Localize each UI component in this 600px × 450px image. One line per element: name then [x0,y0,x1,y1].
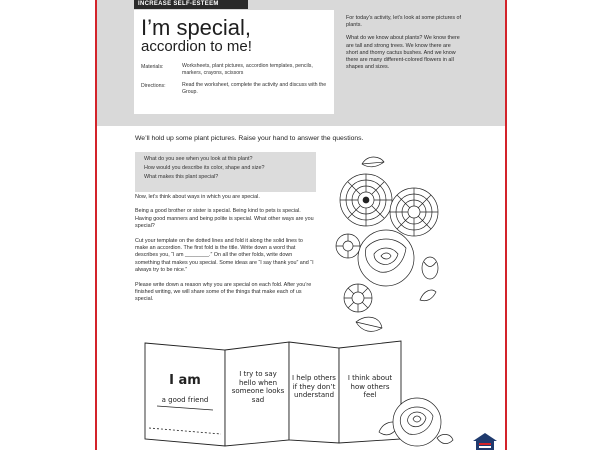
accordion-panel-text: I think about how others feel [347,374,393,399]
questions-box [135,152,316,192]
intro-column [346,15,464,77]
accordion-panel-subtitle: a good friend [161,396,209,404]
accordion-illustration [143,340,405,450]
materials-label: Materials: [141,64,164,70]
category-tag: INCREASE SELF-ESTEEM [134,0,248,9]
worksheet-title: I’m special, [141,15,252,40]
rose-illustration [375,392,455,450]
directions-label: Directions: [141,83,166,89]
directions-value: Read the worksheet, complete the activity and discuss with the Group. [182,82,327,95]
materials-value: Worksheets, plant pictures, accordion templates, pencils, markers, crayons, scissors [182,63,313,76]
question-item: What do you see when you look at this plant? [144,156,253,162]
intro-paragraph: For today’s activity, let’s look at some pictures of plants. [346,15,462,29]
question-item: How would you describe its color, shape and size? [144,165,265,171]
body-paragraph: Now, let’s think about ways in which you are special. [135,194,260,200]
body-paragraph: Please write down a reason why you are special on each fold. After you’re finished writing, we will share some of the things that make each of us special. [135,281,312,303]
organization-logo [470,432,500,450]
accordion-panel-text: I try to say hello when someone looks sad [231,370,285,404]
flower-bouquet-illustration [328,150,446,345]
body-paragraph: Being a good brother or sister is special. Being kind to pets is special. Having good manners and being polite is special. What other ways are you special? [135,208,314,230]
accordion-panel-text: I help others if they don’t understand [292,374,336,399]
accordion-panel-title: I am [169,373,201,388]
body-paragraph: Cut your template on the dotted lines and fold it along the solid lines to make an accordion. The first fold is the title. Write down a word that describes you, “I am ________.” On all the other folds, write down something that makes you special. Some ideas are “I say thank you” and “I always try to be nice.” [135,237,314,274]
title-card [134,10,334,114]
intro-paragraph: What do we know about plants? We know there are tall and strong trees. We know there are short and thorny cactus bushes. And we know there are many different-colored flowers in all shapes and sizes. [346,35,460,71]
lead-sentence: We’ll hold up some plant pictures. Raise your hand to answer the questions. [135,135,364,142]
worksheet-subtitle: accordion to me! [141,38,252,55]
question-item: What makes this plant special? [144,174,219,180]
instructions-body [135,194,315,311]
